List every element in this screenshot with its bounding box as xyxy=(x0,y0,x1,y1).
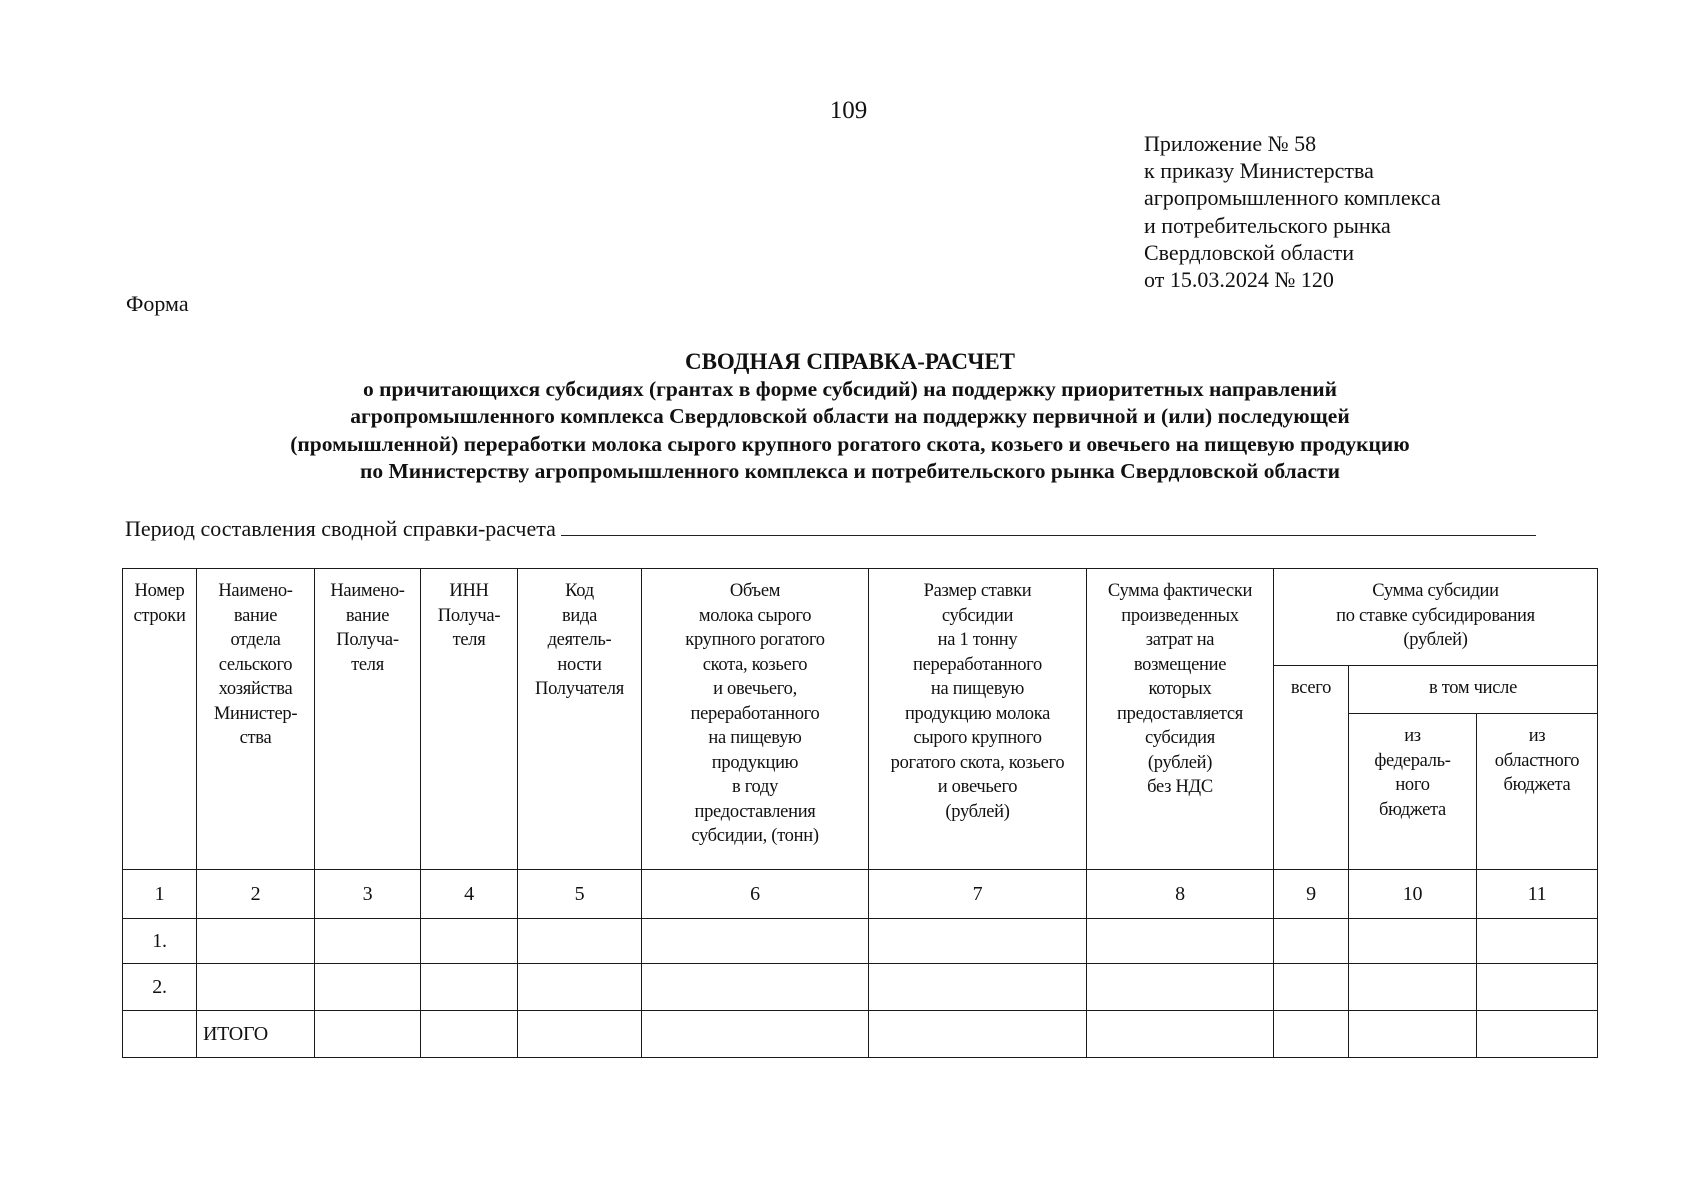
appendix-line: к приказу Министерства xyxy=(1144,158,1374,184)
header-activity-code: Код вида деятель- ности Получателя xyxy=(518,569,642,870)
appendix-line: агропромышленного комплекса xyxy=(1144,185,1441,211)
table-cell[interactable] xyxy=(1087,964,1274,1011)
table-cell[interactable] xyxy=(1477,964,1598,1011)
table-cell[interactable] xyxy=(1349,964,1477,1011)
table-cell[interactable] xyxy=(1477,919,1598,964)
table-cell[interactable] xyxy=(642,964,869,1011)
appendix-block xyxy=(1144,130,1441,293)
title-main: СВОДНАЯ СПРАВКА-РАСЧЕТ xyxy=(684,349,1016,374)
table-cell[interactable] xyxy=(1349,1011,1477,1058)
header-row-number: Номер строки xyxy=(123,569,197,870)
row-number: 1. xyxy=(123,919,197,964)
header-including-group: в том числе xyxy=(1349,666,1598,714)
header-row xyxy=(123,569,1598,666)
table-cell[interactable] xyxy=(642,919,869,964)
table-cell[interactable] xyxy=(1087,919,1274,964)
table-cell[interactable] xyxy=(642,1011,869,1058)
table-cell[interactable] xyxy=(1349,919,1477,964)
appendix-line: от 15.03.2024 № 120 xyxy=(1144,267,1334,293)
appendix-line: и потребительского рынка xyxy=(1144,212,1391,238)
column-number-row xyxy=(123,870,1598,919)
header-federal-budget: из федераль- ного бюджета xyxy=(1349,714,1477,870)
column-number: 7 xyxy=(869,870,1087,919)
appendix-line: Свердловской области xyxy=(1144,239,1354,265)
header-inn: ИНН Получа- теля xyxy=(421,569,518,870)
column-number: 9 xyxy=(1274,870,1349,919)
total-label: ИТОГО xyxy=(197,1011,315,1058)
table-cell[interactable] xyxy=(197,919,315,964)
table-cell[interactable] xyxy=(1477,1011,1598,1058)
table-cell[interactable] xyxy=(869,919,1087,964)
column-number: 11 xyxy=(1477,870,1598,919)
total-row xyxy=(123,1011,1598,1058)
title-line: агропромышленного комплекса Свердловской области на поддержку первичной и (или) последующей xyxy=(350,404,1350,429)
table-cell[interactable] xyxy=(197,964,315,1011)
table-cell[interactable] xyxy=(421,919,518,964)
table-cell[interactable] xyxy=(1274,919,1349,964)
appendix-line: Приложение № 58 xyxy=(1144,131,1317,156)
table-cell[interactable] xyxy=(518,1011,642,1058)
title-line: о причитающихся субсидиях (грантах в форме субсидий) на поддержку приоритетных направлений xyxy=(362,376,1338,401)
table-row xyxy=(123,964,1598,1011)
column-number: 4 xyxy=(421,870,518,919)
column-number: 3 xyxy=(315,870,421,919)
header-subsidy-rate: Размер ставки субсидии на 1 тонну переработанного на пищевую продукцию молока сырого крупного рогатого скота, козьего и овечьего (рублей) xyxy=(869,569,1087,870)
table-cell xyxy=(123,1011,197,1058)
column-number: 10 xyxy=(1349,870,1477,919)
table-cell[interactable] xyxy=(1274,1011,1349,1058)
header-department: Наимено- вание отдела сельского хозяйства Министер- ства xyxy=(197,569,315,870)
header-total: всего xyxy=(1274,666,1349,870)
table-cell[interactable] xyxy=(315,964,421,1011)
column-number: 2 xyxy=(197,870,315,919)
column-number: 5 xyxy=(518,870,642,919)
header-subsidy-sum-group: Сумма субсидии по ставке субсидирования (рублей) xyxy=(1274,569,1598,666)
row-number: 2. xyxy=(123,964,197,1011)
table-cell[interactable] xyxy=(421,964,518,1011)
table-cell[interactable] xyxy=(315,919,421,964)
table-cell[interactable] xyxy=(1087,1011,1274,1058)
column-number: 6 xyxy=(642,870,869,919)
period-label: Период составления сводной справки-расчета xyxy=(125,516,556,541)
page-number: 109 xyxy=(829,97,868,124)
table-cell[interactable] xyxy=(869,964,1087,1011)
column-number: 1 xyxy=(123,870,197,919)
title-line: (промышленной) переработки молока сырого крупного рогатого скота, козьего и овечьего на пищевую продукцию xyxy=(290,431,1410,456)
table-cell[interactable] xyxy=(869,1011,1087,1058)
header-regional-budget: из областного бюджета xyxy=(1477,714,1598,870)
table-cell[interactable] xyxy=(518,919,642,964)
table-cell[interactable] xyxy=(518,964,642,1011)
document-title xyxy=(120,348,1580,486)
header-actual-costs: Сумма фактически произведенных затрат на возмещение которых предоставляется субсидия (рублей) без НДС xyxy=(1087,569,1274,870)
table-row xyxy=(123,919,1598,964)
period-input-line[interactable] xyxy=(561,534,1536,536)
header-milk-volume: Объем молока сырого крупного рогатого скота, козьего и овечьего, переработанного на пищевую продукцию в году предоставления субсидии, (тонн) xyxy=(642,569,869,870)
table-cell[interactable] xyxy=(1274,964,1349,1011)
table-cell[interactable] xyxy=(421,1011,518,1058)
period-row xyxy=(125,515,1536,543)
header-recipient-name: Наимено- вание Получа- теля xyxy=(315,569,421,870)
form-label: Форма xyxy=(126,291,189,316)
column-number: 8 xyxy=(1087,870,1274,919)
summary-table xyxy=(122,568,1598,1058)
title-line: по Министерству агропромышленного комплекса и потребительского рынка Свердловской области xyxy=(359,459,1340,484)
table-cell[interactable] xyxy=(315,1011,421,1058)
